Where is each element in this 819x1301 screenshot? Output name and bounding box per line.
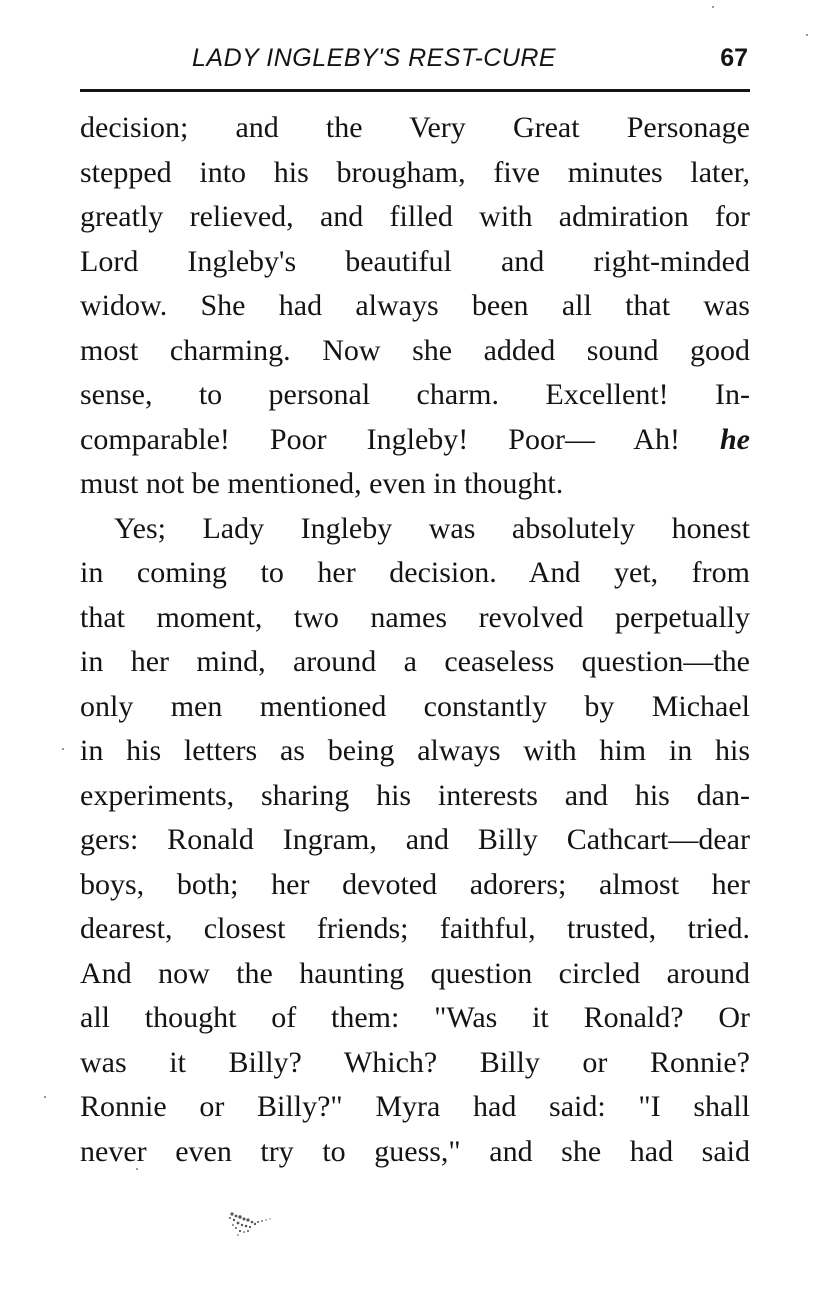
scan-speck bbox=[62, 748, 64, 750]
text-line: that moment, two names revolved perpetually bbox=[80, 600, 750, 634]
running-title: LADY INGLEBY'S REST-CURE bbox=[192, 44, 557, 72]
printer-ornament-icon bbox=[224, 1206, 286, 1246]
text-line: Lord Ingleby's beautiful and right-minded bbox=[80, 244, 750, 278]
text-line: boys, both; her devoted adorers; almost her bbox=[80, 867, 750, 901]
text-line: experiments, sharing his interests and his dan- bbox=[80, 778, 750, 812]
text-line: greatly relieved, and filled with admiration for bbox=[80, 200, 750, 233]
text-line: in his letters as being always with him in his bbox=[80, 734, 750, 767]
running-head bbox=[80, 40, 750, 80]
scan-speck bbox=[44, 1096, 46, 1098]
text-line: stepped into his brougham, five minutes later, bbox=[80, 155, 750, 189]
text-line: never even try to guess," and she had said bbox=[80, 1134, 750, 1168]
text-line: decision; and the Very Great Personage bbox=[80, 111, 750, 144]
paragraph-1 bbox=[80, 106, 750, 507]
text-line: must not be mentioned, even in thought. bbox=[80, 467, 564, 500]
scan-speck bbox=[712, 6, 714, 8]
paragraph-2 bbox=[80, 507, 750, 1175]
page-number: 67 bbox=[720, 44, 748, 72]
text-line: in her mind, around a ceaseless question—the bbox=[80, 645, 750, 678]
text-line: widow. She had always been all that was bbox=[80, 289, 750, 322]
text-line: sense, to personal charm. Excellent! In- bbox=[80, 378, 750, 411]
text-line: most charming. Now she added sound good bbox=[80, 333, 750, 367]
text-line: dearest, closest friends; faithful, trusted, tried. bbox=[80, 912, 750, 945]
header-rule bbox=[80, 89, 750, 92]
text-line: Ronnie or Billy?" Myra had said: "I shall bbox=[80, 1090, 750, 1123]
text-line: only men mentioned constantly by Michael bbox=[80, 689, 750, 723]
scan-speck bbox=[806, 34, 808, 36]
text-line: in coming to her decision. And yet, from bbox=[80, 556, 750, 589]
text-line: Yes; Lady Ingleby was absolutely honest bbox=[114, 511, 750, 545]
body-text bbox=[80, 106, 750, 1174]
text-line-with-italic: comparable! Poor Ingleby! Poor— Ah! he bbox=[80, 422, 750, 456]
text-line: all thought of them: "Was it Ronald? Or bbox=[80, 1001, 750, 1034]
italic-emphasis: he bbox=[720, 422, 750, 456]
scan-speck bbox=[136, 1168, 138, 1170]
text-line: And now the haunting question circled around bbox=[80, 956, 750, 990]
text-line: gers: Ronald Ingram, and Billy Cathcart—dear bbox=[80, 823, 750, 856]
text-line: was it Billy? Which? Billy or Ronnie? bbox=[80, 1045, 750, 1079]
